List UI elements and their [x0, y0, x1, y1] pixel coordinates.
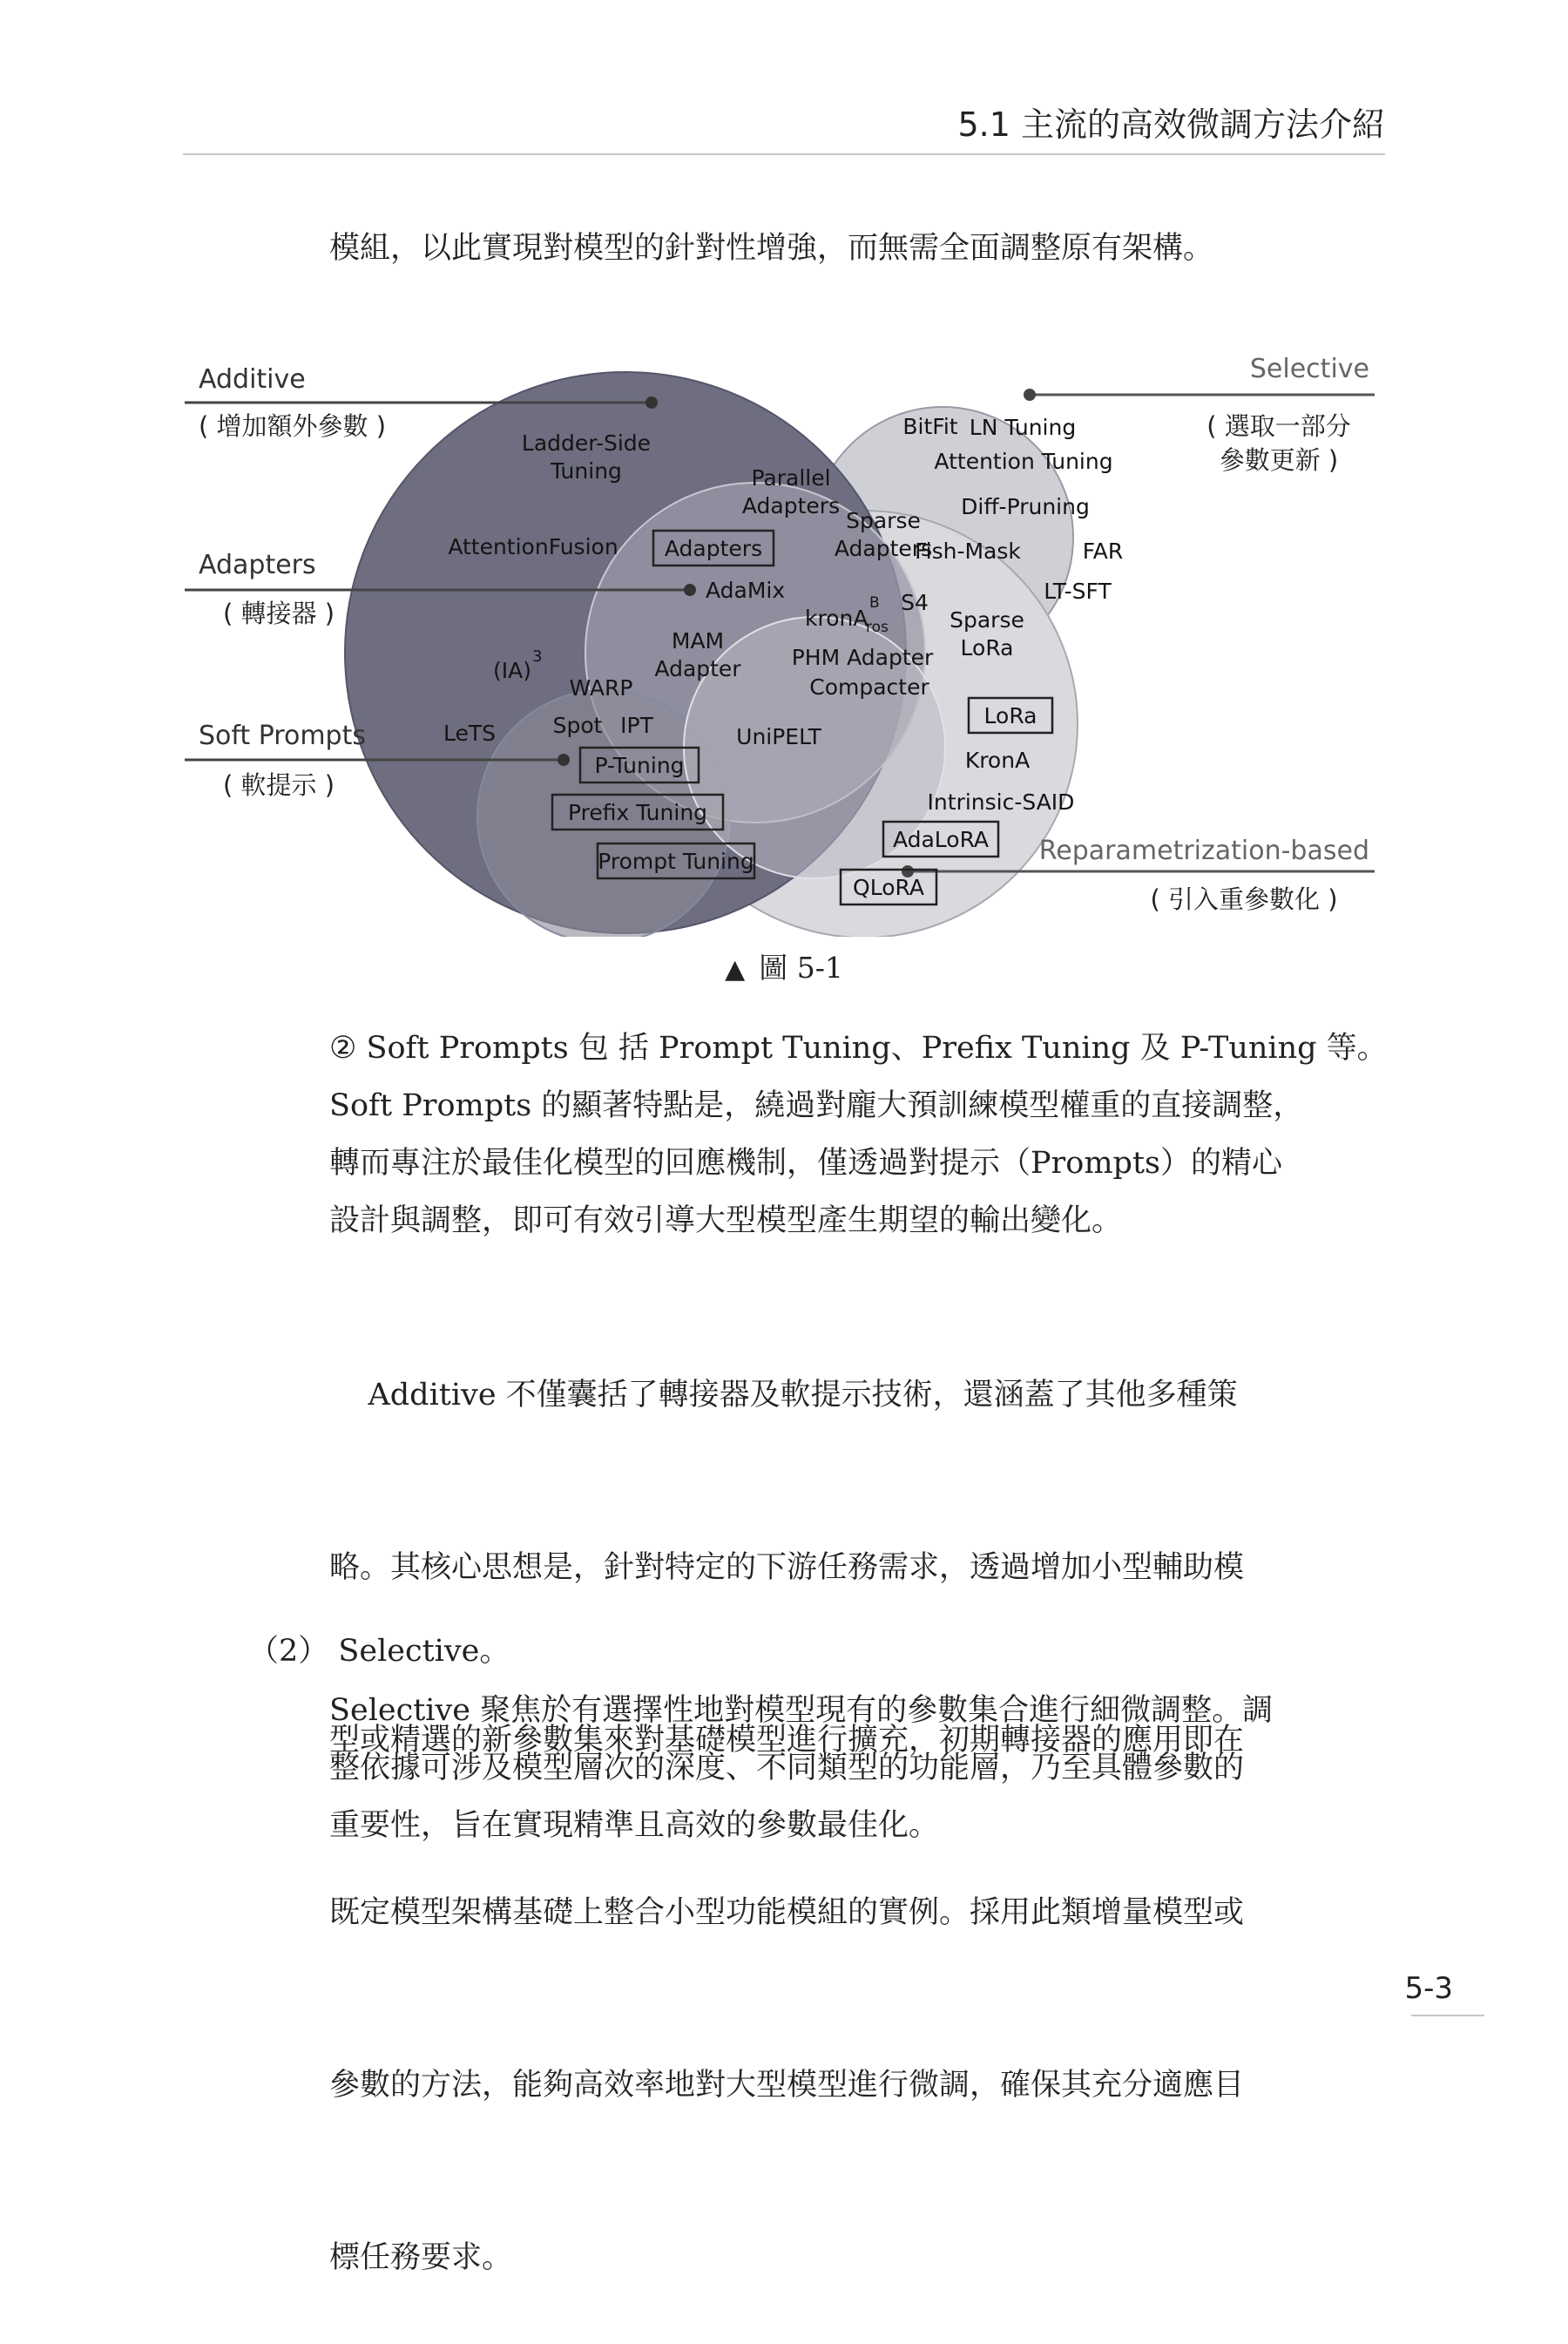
- method-parallel-1: Parallel: [751, 465, 831, 491]
- text-line: 模組，以此實現對模型的針對性增強，而無需全面調整原有架構。: [329, 231, 1214, 266]
- footer-rule: [1411, 2015, 1484, 2016]
- method-far: FAR: [1082, 539, 1124, 564]
- reparam-label: Reparametrization-based: [1038, 836, 1369, 866]
- method-ia3-sup: 3: [532, 647, 543, 666]
- method-diff-pruning: Diff-Pruning: [961, 494, 1090, 519]
- method-krona-sub: ros: [866, 619, 889, 636]
- paragraph-soft-prompts: [329, 1020, 1388, 1250]
- selective-zh-1: ( 選取一部分: [1206, 411, 1351, 441]
- method-krona-ros: kronA: [805, 606, 868, 631]
- method-sparse-adapters-2: Adapters: [834, 536, 933, 561]
- method-sparse-lora-1: Sparse: [950, 607, 1024, 633]
- method-intrinsic-said: Intrinsic-SAID: [927, 789, 1075, 815]
- method-p-tuning: P-Tuning: [594, 753, 685, 778]
- method-krona: KronA: [964, 748, 1031, 773]
- section-title: 5.1 主流的高效微調方法介紹: [957, 105, 1385, 144]
- method-warp: WARP: [569, 675, 633, 701]
- method-sparse-lora-2: LoRa: [960, 635, 1014, 661]
- additive-zh: ( 增加額外參數 ): [199, 411, 387, 441]
- method-mam-2: Adapter: [654, 656, 741, 681]
- method-attention-fusion: AttentionFusion: [448, 534, 618, 559]
- method-phm: PHM Adapter: [791, 645, 934, 670]
- method-ladder-side-1: Ladder-Side: [521, 430, 652, 456]
- text-line: Additive 不僅囊括了轉接器及軟提示技術，還涵蓋了其他多種策: [329, 1378, 1238, 1412]
- text-line: ② Soft Prompts 包 括 Prompt Tuning、Prefix Tuning 及 P-Tuning 等。: [329, 1031, 1388, 1066]
- selective-zh-2: 參數更新 ): [1219, 445, 1339, 475]
- method-adapters: Adapters: [664, 536, 763, 561]
- method-compacter: Compacter: [809, 674, 929, 700]
- text-line: Selective 聚焦於有選擇性地對模型現有的參數集合進行細微調整。調: [329, 1693, 1274, 1728]
- soft-prompts-zh: ( 軟提示 ): [223, 770, 335, 800]
- method-unipelt: UniPELT: [736, 724, 821, 749]
- lead-paragraph: [329, 220, 1385, 277]
- method-lt-sft: LT-SFT: [1044, 579, 1112, 604]
- text-line: 轉而專注於最佳化模型的回應機制，僅透過對提示（Prompts）的精心: [329, 1146, 1282, 1181]
- selective-label: Selective: [1249, 354, 1369, 384]
- page-number: 5-3: [1404, 1971, 1453, 2006]
- text-line: 標任務要求。: [329, 2240, 513, 2275]
- selective-dot: [1024, 389, 1036, 401]
- text-line: 型或精選的新參數集來對基礎模型進行擴充，初期轉接器的應用即在: [329, 1723, 1245, 1758]
- soft-prompts-label: Soft Prompts: [199, 721, 366, 751]
- text-line: 略。其核心思想是，針對特定的下游任務需求，透過增加小型輔助模: [329, 1550, 1245, 1585]
- header-rule: [183, 153, 1385, 155]
- text-line: Soft Prompts 的顯著特點是，繞過對龐大預訓練模型權重的直接調整，: [329, 1088, 1304, 1123]
- method-ia3: (IA): [493, 658, 531, 683]
- method-prefix-tuning: Prefix Tuning: [567, 800, 708, 825]
- text-line: 既定模型架構基礎上整合小型功能模組的實例。採用此類增量模型或: [329, 1895, 1245, 1930]
- method-lora: LoRa: [983, 703, 1037, 728]
- triangle-icon: ▲: [725, 954, 746, 985]
- method-s4: S4: [901, 590, 929, 615]
- method-adalora: AdaLoRA: [892, 827, 990, 852]
- additive-label: Additive: [199, 364, 306, 395]
- additive-dot: [645, 396, 658, 409]
- text-line: 設計與調整，即可有效引導大型模型產生期望的輸出變化。: [329, 1203, 1123, 1238]
- soft-prompts-dot: [558, 754, 570, 766]
- method-parallel-2: Adapters: [741, 493, 841, 518]
- venn-diagram: [174, 344, 1394, 937]
- peft-venn-figure: [174, 344, 1394, 937]
- method-ladder-side-2: Tuning: [551, 458, 622, 484]
- method-ln-tuning: LN Tuning: [969, 415, 1077, 440]
- text-line: 參數的方法，能夠高效率地對大型模型進行微調，確保其充分適應目: [329, 2068, 1245, 2103]
- method-prompt-tuning: Prompt Tuning: [598, 849, 754, 874]
- method-bitfit: BitFit: [902, 414, 958, 439]
- method-mam-1: MAM: [671, 628, 725, 654]
- adapters-label: Adapters: [199, 550, 316, 580]
- method-sparse-adapters-1: Sparse: [846, 508, 921, 533]
- method-krona-b: B: [869, 594, 880, 612]
- caption-text: 圖 5-1: [759, 951, 843, 985]
- method-adamix: AdaMix: [706, 578, 786, 603]
- method-fish-mask: Fish-Mask: [915, 539, 1021, 564]
- section-heading-selective: （2） Selective。: [248, 1634, 510, 1669]
- text-line: 整依據可涉及模型層次的深度、不同類型的功能層，乃至具體參數的: [329, 1751, 1245, 1785]
- figure-caption: [0, 945, 1568, 986]
- method-attention-tuning: Attention Tuning: [934, 449, 1113, 474]
- method-spot: Spot: [552, 713, 603, 738]
- method-qlora: QLoRA: [853, 875, 924, 900]
- method-ipt: IPT: [620, 713, 653, 738]
- adapters-dot: [684, 584, 696, 596]
- reparam-zh: ( 引入重參數化 ): [1150, 884, 1338, 914]
- text-line: 重要性，旨在實現精準且高效的參數最佳化。: [329, 1808, 940, 1843]
- method-lets: LeTS: [443, 721, 497, 746]
- paragraph-selective: [329, 1682, 1385, 1854]
- adapters-zh: ( 轉接器 ): [223, 599, 335, 628]
